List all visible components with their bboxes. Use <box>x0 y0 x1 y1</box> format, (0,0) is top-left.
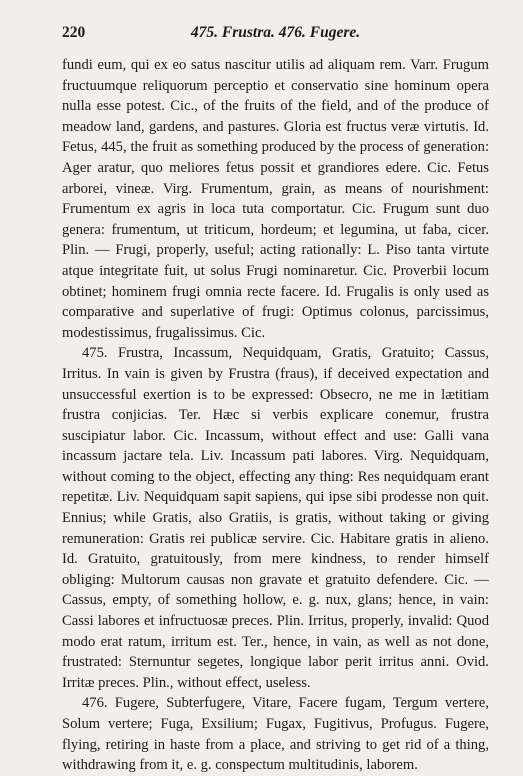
paragraph-fundi: fundi eum, qui ex eo satus nascitur utilis ad aliquam rem. Varr. Frugum fructuumque reliquorum perceptio et conservatio sine hominum opera nulla esse potest. Cic., of the fruits of the field, and of the produce of meadow land, gardens, and pastures. Gloria est fructus veræ virtutis. Id. Fetus, 445, the fruit as something produced by the process of generation: Ager aratur, quo meliores fetus possit et grandiores edere. Cic. Fetus arborei, vineæ. Virg. Frumentum, grain, as means of nourishment: Frumentum ex agris in loca tuta comportatur. Cic. Frugum sunt duo genera: frumentum, ut triticum, hordeum; et legumina, ut faba, cicer. Plin. — Frugi, properly, useful; acting rationally: L. Piso tanta virtute atque integritate fuit, ut solus Frugi nominaretur. Cic. Proverbii locum obtinet; hominem frugi omnia recte facere. Id. Frugalis is only used as comparative and superlative of frugi: Optimus colonus, parcissimus, modestissimus, frugalissimus. Cic. <box>62 57 489 341</box>
running-head: 475. Frustra. 476. Fugere. <box>190 24 361 41</box>
paragraph-476-fugere: 476. Fugere, Subterfugere, Vitare, Facere fugam, Tergum vertere, Solum vertere; Fuga, Exsilium; Fugax, Fugitivus, Profugus. Fugere, flying, retiring in haste from a place, and striving to get rid of a thing, withdrawing from it, e. g. conspectum multitudinis, laborem. <box>62 695 489 774</box>
page-number: 220 <box>62 24 86 41</box>
page-header <box>62 22 489 44</box>
body-text <box>62 55 489 776</box>
paragraph-475-frustra: 475. Frustra, Incassum, Nequidquam, Gratis, Gratuito; Cassus, Irritus. In vain is given by Frustra (fraus), if deceived expectation and unsuccessful exertion is to be expressed: Obsecro, ne me in lætitiam frustra conjicias. Ter. Hæc si verbis explicare conemur, frustra suscipiatur labor. Cic. Incassum, without effect and use: Galli vana incassum jactare tela. Liv. Incassum pati labores. Virg. Nequidquam, without coming to the object, effecting any thing: Res nequidquam erant repetitæ. Liv. Nequidquam sapit sapiens, qui ipse sibi prodesse non quit. Ennius; while Gratis, also Gratiis, is gratis, without taking or giving remuneration: Gratis rei publicæ servire. Cic. Habitare gratis in alieno. Id. Gratuito, gratuitously, from mere kindness, to render himself obliging: Multorum causas non gravate et gratuito defendere. Cic. — Cassus, empty, of something hollow, e. g. nux, glans; hence, in vain: Cassi labores et infructuosæ preces. Plin. Irritus, properly, invalid: Quod modo erat ratum, irritum est. Ter., hence, in vain, as well as not done, frustrated: Sternuntur segetes, longique labor perit irritus anni. Ovid. Irritæ preces. Plin., without effect, useless. <box>62 345 489 691</box>
